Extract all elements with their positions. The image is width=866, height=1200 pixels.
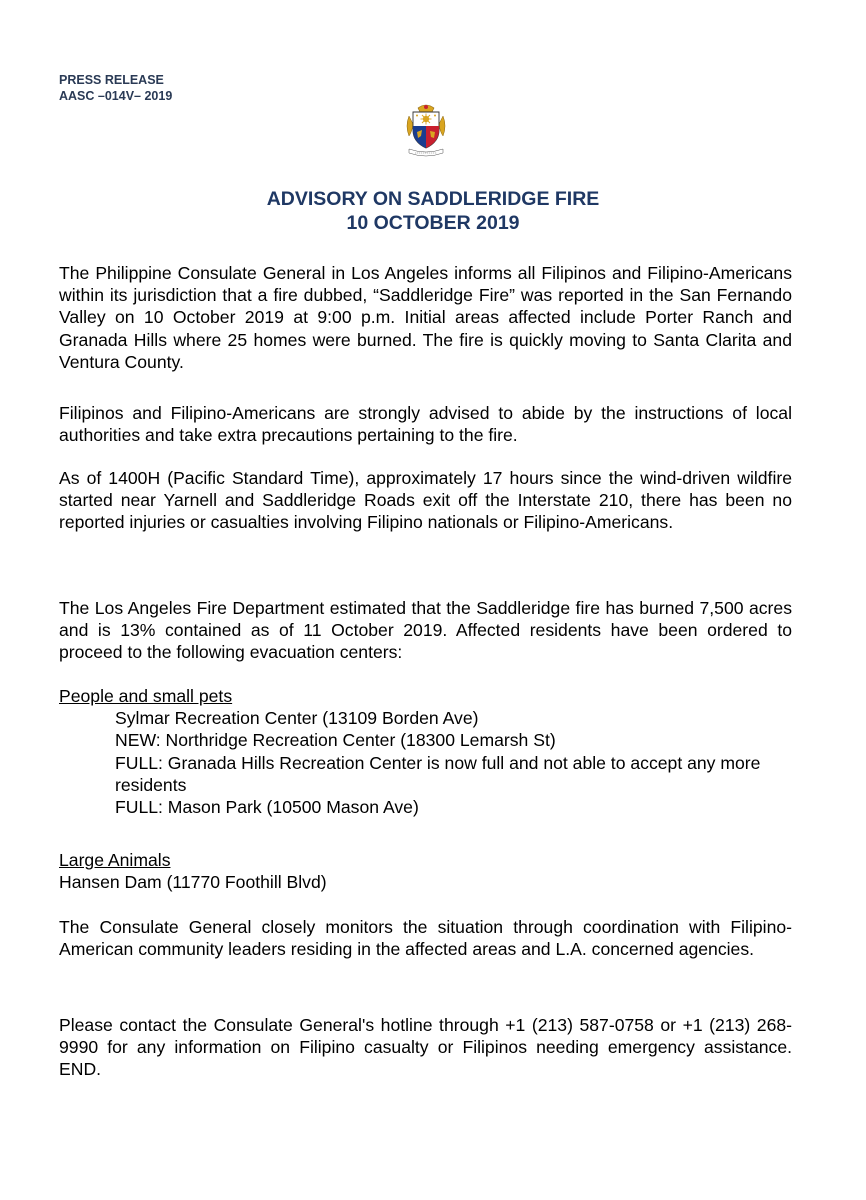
- philippine-seal-logo: [403, 102, 449, 158]
- paragraph-fire-report: The Philippine Consulate General in Los Angeles informs all Filipinos and Filipino-Americans within its jurisdiction that a fire dubbed, “Saddleridge Fire” was reported in the San Fernando Valley on 10 October 2019 at 9:00 p.m. Initial areas affected include Porter Ranch and Granada Hills where 25 homes were burned. The fire is quickly moving to Santa Clarita and Ventura County.: [59, 263, 792, 372]
- paragraph-advice: Filipinos and Filipino-Americans are strongly advised to abide by the instructions of local authorities and take extra precautions pertaining to the fire.: [59, 403, 792, 446]
- advisory-title-line: ADVISORY ON SADDLERIDGE FIRE: [266, 188, 600, 210]
- paragraph-monitoring: The Consulate General closely monitors the situation through coordination with Filipino-American community leaders residing in the affected areas and L.A. concerned agencies.: [59, 917, 792, 960]
- seal-emblem-icon: [403, 102, 449, 158]
- paragraph-casualty-status: As of 1400H (Pacific Standard Time), approximately 17 hours since the wind-driven wildfire started near Yarnell and Saddleridge Roads exit off the Interstate 210, there has been no reported injuries or casualties involving Filipino nationals or Filipino-Americans.: [59, 468, 792, 533]
- press-release-reference: AASC –014V– 2019: [59, 89, 173, 103]
- press-release-header: [59, 72, 172, 104]
- advisory-title: [0, 187, 866, 235]
- evacuation-center-item: NEW: Northridge Recreation Center (18300 Lemarsh St): [115, 730, 556, 751]
- paragraph-hotline: Please contact the Consulate General's hotline through +1 (213) 587-0758 or +1 (213) 268-9990 for any information on Filipino casualty or Filipinos needing emergency assistance. END.: [59, 1015, 792, 1080]
- paragraph-lafd-estimate: The Los Angeles Fire Department estimated that the Saddleridge fire has burned 7,500 acres and is 13% contained as of 11 October 2019. Affected residents have been ordered to proceed to the following evacuation centers:: [59, 598, 792, 663]
- evacuation-animals-section: [59, 849, 799, 893]
- evacuation-animals-heading: Large Animals: [59, 850, 171, 870]
- evacuation-center-item: FULL: Mason Park (10500 Mason Ave): [115, 797, 419, 818]
- advisory-date: 10 OCTOBER 2019: [346, 212, 520, 234]
- evacuation-center-item: FULL: Granada Hills Recreation Center is now full and not able to accept any more residents: [115, 752, 761, 795]
- evacuation-people-section: [59, 685, 799, 818]
- evacuation-center-item: Hansen Dam (11770 Foothill Blvd): [59, 872, 327, 893]
- evacuation-people-heading: People and small pets: [59, 686, 233, 706]
- evacuation-center-item: Sylmar Recreation Center (13109 Borden Ave): [115, 708, 479, 729]
- press-release-label: PRESS RELEASE: [59, 73, 164, 87]
